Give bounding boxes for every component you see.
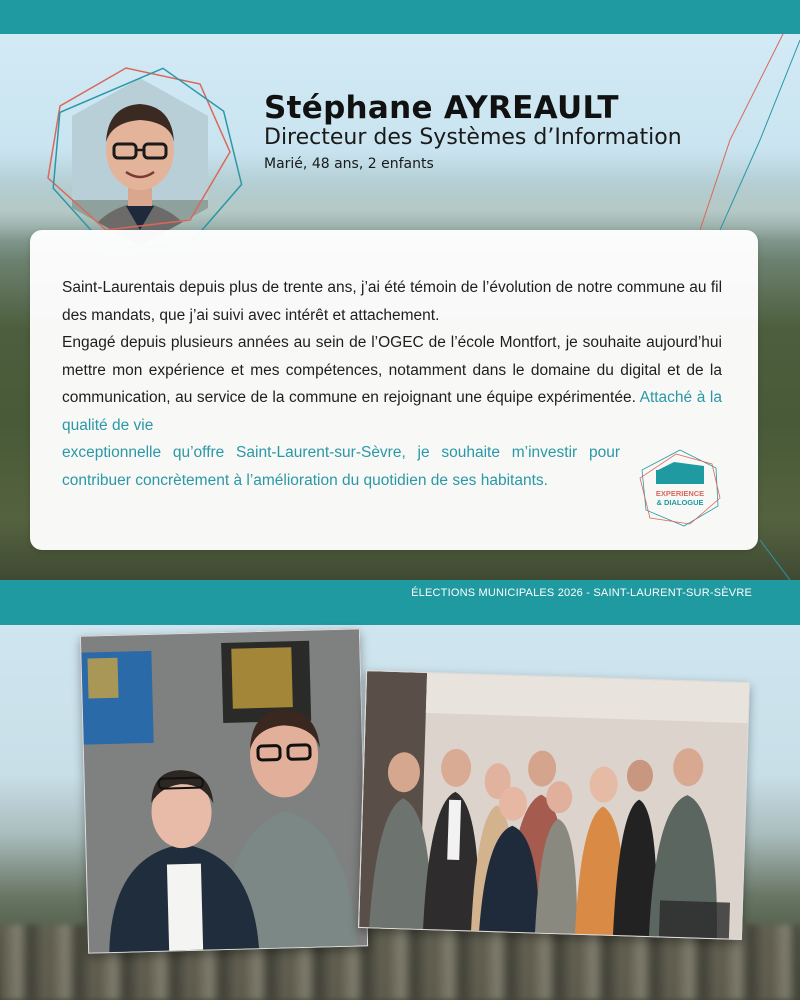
bio-text xyxy=(62,274,722,494)
bio-paragraph-2-main: Engagé depuis plusieurs années au sein de l’OGEC de l’école Montfort, je souhaite aujourd’hui mettre mon expérience et mes compétences, notamment dans le domaine du digital et de la communication, au service de la commune en rejoignant une équipe expérimentée. xyxy=(62,334,722,406)
logo-line-2: & DIALOGUE xyxy=(656,498,704,507)
election-label: ÉLECTIONS MUNICIPALES 2026 - SAINT-LAURENT-SUR-SÈVRE xyxy=(411,587,752,599)
bio-highlight-start: Attaché à la qualité de vie xyxy=(62,389,722,434)
photo-group xyxy=(358,670,750,940)
candidate-details: Marié, 48 ans, 2 enfants xyxy=(264,156,434,172)
bio-highlight-rest: exceptionnelle qu’offre Saint-Laurent-sur-Sèvre, je souhaite m’investir pour contribuer concrètement à l’amélioration du quotidien de ses habitants. xyxy=(62,444,620,489)
photo-duo xyxy=(80,628,368,953)
candidate-role: Directeur des Systèmes d’Information xyxy=(264,125,682,150)
logo-line-1: EXPERIENCE xyxy=(655,489,705,498)
experience-dialogue-logo-icon xyxy=(638,448,722,528)
candidate-name: Stéphane AYREAULT xyxy=(264,90,619,126)
bio-paragraph-2 xyxy=(62,329,722,494)
bio-card xyxy=(30,230,758,550)
top-banner xyxy=(0,0,800,34)
bio-paragraph-1: Saint-Laurentais depuis plus de trente ans, j’ai été témoin de l’évolution de notre commune au fil des mandats, que j’ai suivi avec intérêt et attachement. xyxy=(62,279,723,324)
